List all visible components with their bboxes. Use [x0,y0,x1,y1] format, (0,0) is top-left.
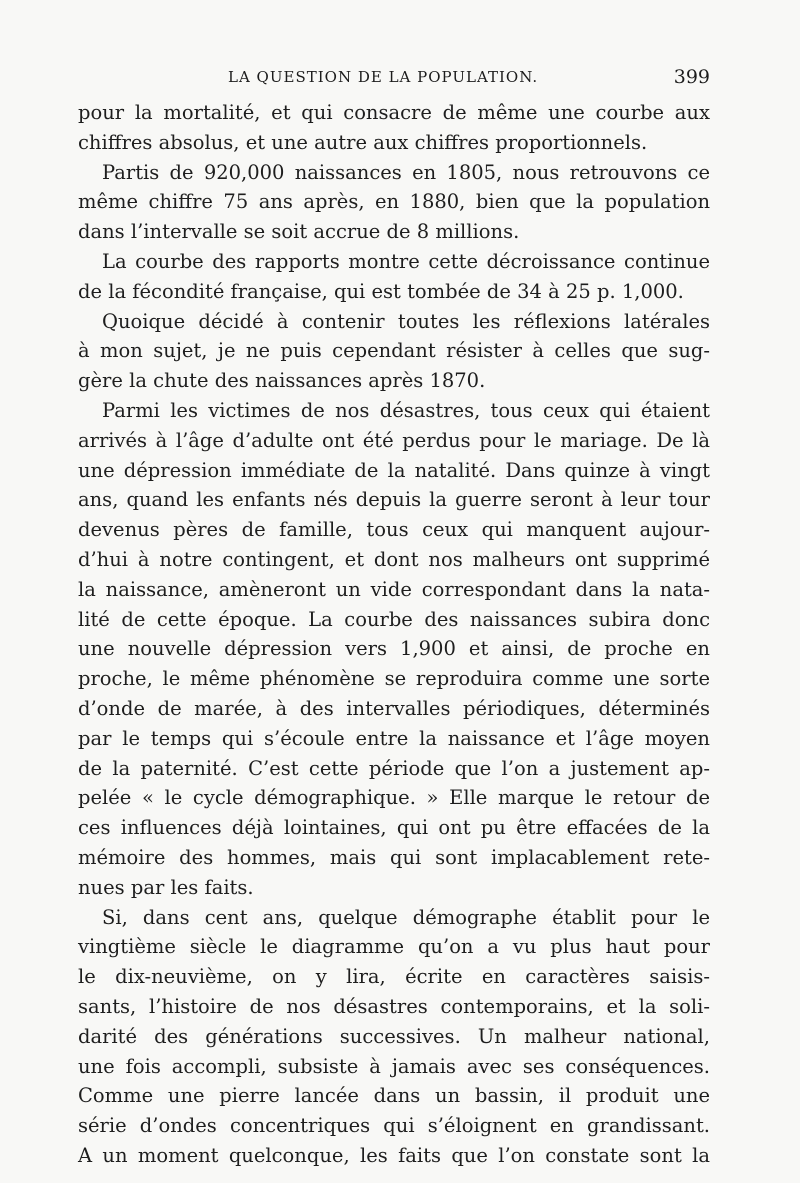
text-line: une nouvelle dépression vers 1,900 et ainsi, de proche en [78,637,710,661]
text-line: gère la chute des naissances après 1870. [78,369,486,393]
text-line: chiffres absolus, et une autre aux chiffres proportionnels. [78,130,648,154]
body-text [78,98,710,1171]
text-line: vingtième siècle le diagramme qu’on a vu plus haut pour [78,935,710,959]
text-line: Quoique décidé à contenir toutes les réflexions latérales [102,309,710,333]
text-line: Parmi les victimes de nos désastres, tous ceux qui étaient [102,398,710,422]
text-line: devenus pères de famille, tous ceux qui manquent aujour- [78,518,710,542]
text-line: d’onde de marée, à des intervalles périodiques, déterminés [78,696,710,720]
text-line: La courbe des rapports montre cette décroissance continue [102,249,710,273]
text-line: pelée « le cycle démographique. » Elle marque le retour de [78,786,710,810]
text-line: ans, quand les enfants nés depuis la guerre seront à leur tour [78,488,710,512]
text-line: nues par les faits. [78,875,254,899]
text-line: pour la mortalité, et qui consacre de même une courbe aux [78,101,710,124]
text-line: par le temps qui s’écoule entre la naissance et l’âge moyen [78,726,710,750]
text-line: à mon sujet, je ne puis cependant résister à celles que sug- [78,339,710,363]
text-line: Comme une pierre lancée dans un bassin, il produit une [78,1084,710,1108]
text-line: de la fécondité française, qui est tombée de 34 à 25 p. 1,000. [78,279,684,303]
text-line: une dépression immédiate de la natalité. Dans quinze à vingt [78,458,710,482]
text-line: dans l’intervalle se soit accrue de 8 millions. [78,220,520,244]
text-line: même chiffre 75 ans après, en 1880, bien que la population [78,190,710,214]
text-line: proche, le même phénomène se reproduira comme une sorte [78,667,710,691]
text-line: Si, dans cent ans, quelque démographe établit pour le [102,905,710,929]
text-line: A un moment quelconque, les faits que l’on constate sont la [78,1143,710,1167]
text-line: d’hui à notre contingent, et dont nos malheurs ont supprimé [78,547,710,571]
text-line: une fois accompli, subsiste à jamais avec ses conséquences. [78,1054,710,1078]
text-line: série d’ondes concentriques qui s’éloignent en grandissant. [78,1114,710,1138]
text-line: darité des générations successives. Un malheur national, [78,1024,710,1048]
page-number: 399 [673,66,710,88]
text-line: Partis de 920,000 naissances en 1805, nous retrouvons ce [102,160,710,184]
text-line: la naissance, amèneront un vide correspondant dans la nata- [78,577,710,601]
text-line: de la paternité. C’est cette période que l’on a justement ap- [78,756,710,780]
text-line: mémoire des hommes, mais qui sont implacablement rete- [78,845,710,869]
text-line: lité de cette époque. La courbe des naissances subira donc [78,607,710,631]
text-line: le dix-neuvième, on y lira, écrite en caractères saisis- [78,965,710,989]
text-line: ces influences déjà lointaines, qui ont pu être effacées de la [78,816,710,840]
running-title: LA QUESTION DE LA POPULATION. [228,68,539,86]
text-line: sants, l’histoire de nos désastres contemporains, et la soli- [78,994,710,1018]
running-header [78,62,710,98]
text-line: arrivés à l’âge d’adulte ont été perdus pour le mariage. De là [78,428,710,452]
